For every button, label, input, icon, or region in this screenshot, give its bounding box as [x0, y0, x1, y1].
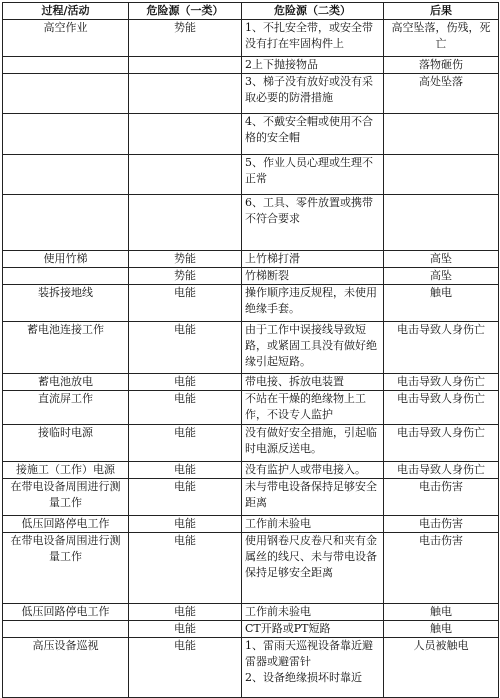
table-row [3, 604, 499, 621]
hazard1-cell: 电能 [129, 462, 242, 479]
result-cell: 高空坠落，伤残，死亡 [384, 20, 499, 57]
table-row [3, 391, 499, 425]
hazard1-cell: 电能 [129, 374, 242, 391]
hazard2-cell: 由于工作中误接线导致短路，或紧固工具没有做好绝缘引起短路。 [242, 322, 384, 374]
result-cell: 电击导致人身伤亡 [384, 462, 499, 479]
header-result: 后果 [384, 3, 499, 20]
result-cell: 人员被触电 [384, 638, 499, 698]
result-cell: 电击导致人身伤亡 [384, 391, 499, 425]
hazard1-cell [129, 114, 242, 155]
hazard2-cell: 未与带电设备保持足够安全距离 [242, 479, 384, 516]
hazard1-cell [129, 195, 242, 251]
hazard1-cell: 势能 [129, 20, 242, 57]
result-cell: 电击导致人身伤亡 [384, 374, 499, 391]
hazard2-cell: 没有做好安全措施，引起临时电源反送电。 [242, 425, 384, 462]
hazard1-cell: 电能 [129, 621, 242, 638]
process-cell: 蓄电池连接工作 [3, 322, 129, 374]
hazard2-cell: 1、不扎安全带，或安全带没有打在牢固构件上 [242, 20, 384, 57]
process-cell [3, 57, 129, 74]
hazard2-cell: 竹梯断裂 [242, 268, 384, 285]
process-cell: 直流屏工作 [3, 391, 129, 425]
process-cell [3, 268, 129, 285]
hazard2-cell: 使用钢卷尺皮卷尺和夹有金属丝的线尺、未与带电设备保持足够安全距离 [242, 533, 384, 604]
hazard1-cell [129, 74, 242, 114]
hazard2-cell: 3、梯子没有放好或没有采取必要的防滑措施 [242, 74, 384, 114]
hazard1-cell [129, 155, 242, 195]
process-cell: 高空作业 [3, 20, 129, 57]
hazard2-cell: 操作顺序违反规程，未使用绝缘手套。 [242, 285, 384, 322]
table-row [3, 285, 499, 322]
result-cell: 高坠 [384, 268, 499, 285]
hazard2-cell: CT开路或PT短路 [242, 621, 384, 638]
table-row [3, 516, 499, 533]
hazard1-cell: 势能 [129, 268, 242, 285]
hazard1-cell: 电能 [129, 516, 242, 533]
process-cell: 在带电设备周围进行测量工作 [3, 479, 129, 516]
result-cell [384, 155, 499, 195]
hazard1-cell: 电能 [129, 425, 242, 462]
result-cell: 高处坠落 [384, 74, 499, 114]
hazard1-cell: 电能 [129, 604, 242, 621]
process-cell: 在带电设备周围进行测量工作 [3, 533, 129, 604]
hazard2-cell: 工作前未验电 [242, 604, 384, 621]
table-row [3, 155, 499, 195]
table-row [3, 57, 499, 74]
process-cell: 接施工（工作）电源 [3, 462, 129, 479]
hazard2-cell: 工作前未验电 [242, 516, 384, 533]
hazard-table [2, 2, 499, 698]
process-cell: 低压回路停电工作 [3, 516, 129, 533]
hazard2-cell: 2上下抛接物品 [242, 57, 384, 74]
table-row [3, 479, 499, 516]
table-row [3, 621, 499, 638]
result-cell: 电击伤害 [384, 479, 499, 516]
hazard2-item: 1、雷雨天巡视设备靠近避雷器或避雷针 [245, 639, 373, 668]
table-body [3, 20, 499, 698]
result-cell: 触电 [384, 621, 499, 638]
hazard2-cell: 没有监护人或带电接入。 [242, 462, 384, 479]
hazard2-cell: 带电接、拆放电装置 [242, 374, 384, 391]
process-cell: 蓄电池放电 [3, 374, 129, 391]
table-row [3, 533, 499, 604]
hazard1-cell: 电能 [129, 533, 242, 604]
table-row [3, 638, 499, 698]
hazard1-cell: 电能 [129, 479, 242, 516]
hazard1-cell: 电能 [129, 638, 242, 698]
hazard2-cell: 6、工具、零件放置或携带不符合要求 [242, 195, 384, 251]
table-row [3, 425, 499, 462]
result-cell: 触电 [384, 285, 499, 322]
result-cell: 电击伤害 [384, 516, 499, 533]
process-cell [3, 195, 129, 251]
result-cell: 电击导致人身伤亡 [384, 425, 499, 462]
hazard2-cell: 上竹梯打滑 [242, 251, 384, 268]
table-row [3, 251, 499, 268]
hazard2-cell: 5、作业人员心理或生理不正常 [242, 155, 384, 195]
hazard1-cell: 势能 [129, 251, 242, 268]
hazard2-cell [242, 638, 384, 698]
result-cell [384, 195, 499, 251]
process-cell [3, 621, 129, 638]
result-cell [384, 114, 499, 155]
result-cell: 落物砸伤 [384, 57, 499, 74]
hazard1-cell: 电能 [129, 391, 242, 425]
table-row [3, 268, 499, 285]
result-cell: 触电 [384, 604, 499, 621]
header-hazard1: 危险源（一类） [129, 3, 242, 20]
table-row [3, 74, 499, 114]
hazard2-cell: 不站在干燥的绝缘物上工作，不设专人监护 [242, 391, 384, 425]
header-hazard2: 危险源（二类） [242, 3, 384, 20]
process-cell [3, 114, 129, 155]
table-row [3, 462, 499, 479]
process-cell: 高压设备巡视 [3, 638, 129, 698]
process-cell [3, 74, 129, 114]
hazard2-cell: 4、不戴安全帽或使用不合格的安全帽 [242, 114, 384, 155]
hazard2-item: 2、设备绝缘损坏时靠近 [245, 671, 362, 684]
process-cell: 接临时电源 [3, 425, 129, 462]
header-process: 过程/活动 [3, 3, 129, 20]
hazard1-cell [129, 57, 242, 74]
table-row [3, 114, 499, 155]
process-cell: 低压回路停电工作 [3, 604, 129, 621]
table-row [3, 20, 499, 57]
result-cell: 电击伤害 [384, 533, 499, 604]
process-cell [3, 155, 129, 195]
table-row [3, 195, 499, 251]
header-row [3, 3, 499, 20]
result-cell: 电击导致人身伤亡 [384, 322, 499, 374]
process-cell: 使用竹梯 [3, 251, 129, 268]
result-cell: 高坠 [384, 251, 499, 268]
process-cell: 装拆接地线 [3, 285, 129, 322]
hazard1-cell: 电能 [129, 285, 242, 322]
table-row [3, 374, 499, 391]
table-row [3, 322, 499, 374]
hazard1-cell: 电能 [129, 322, 242, 374]
